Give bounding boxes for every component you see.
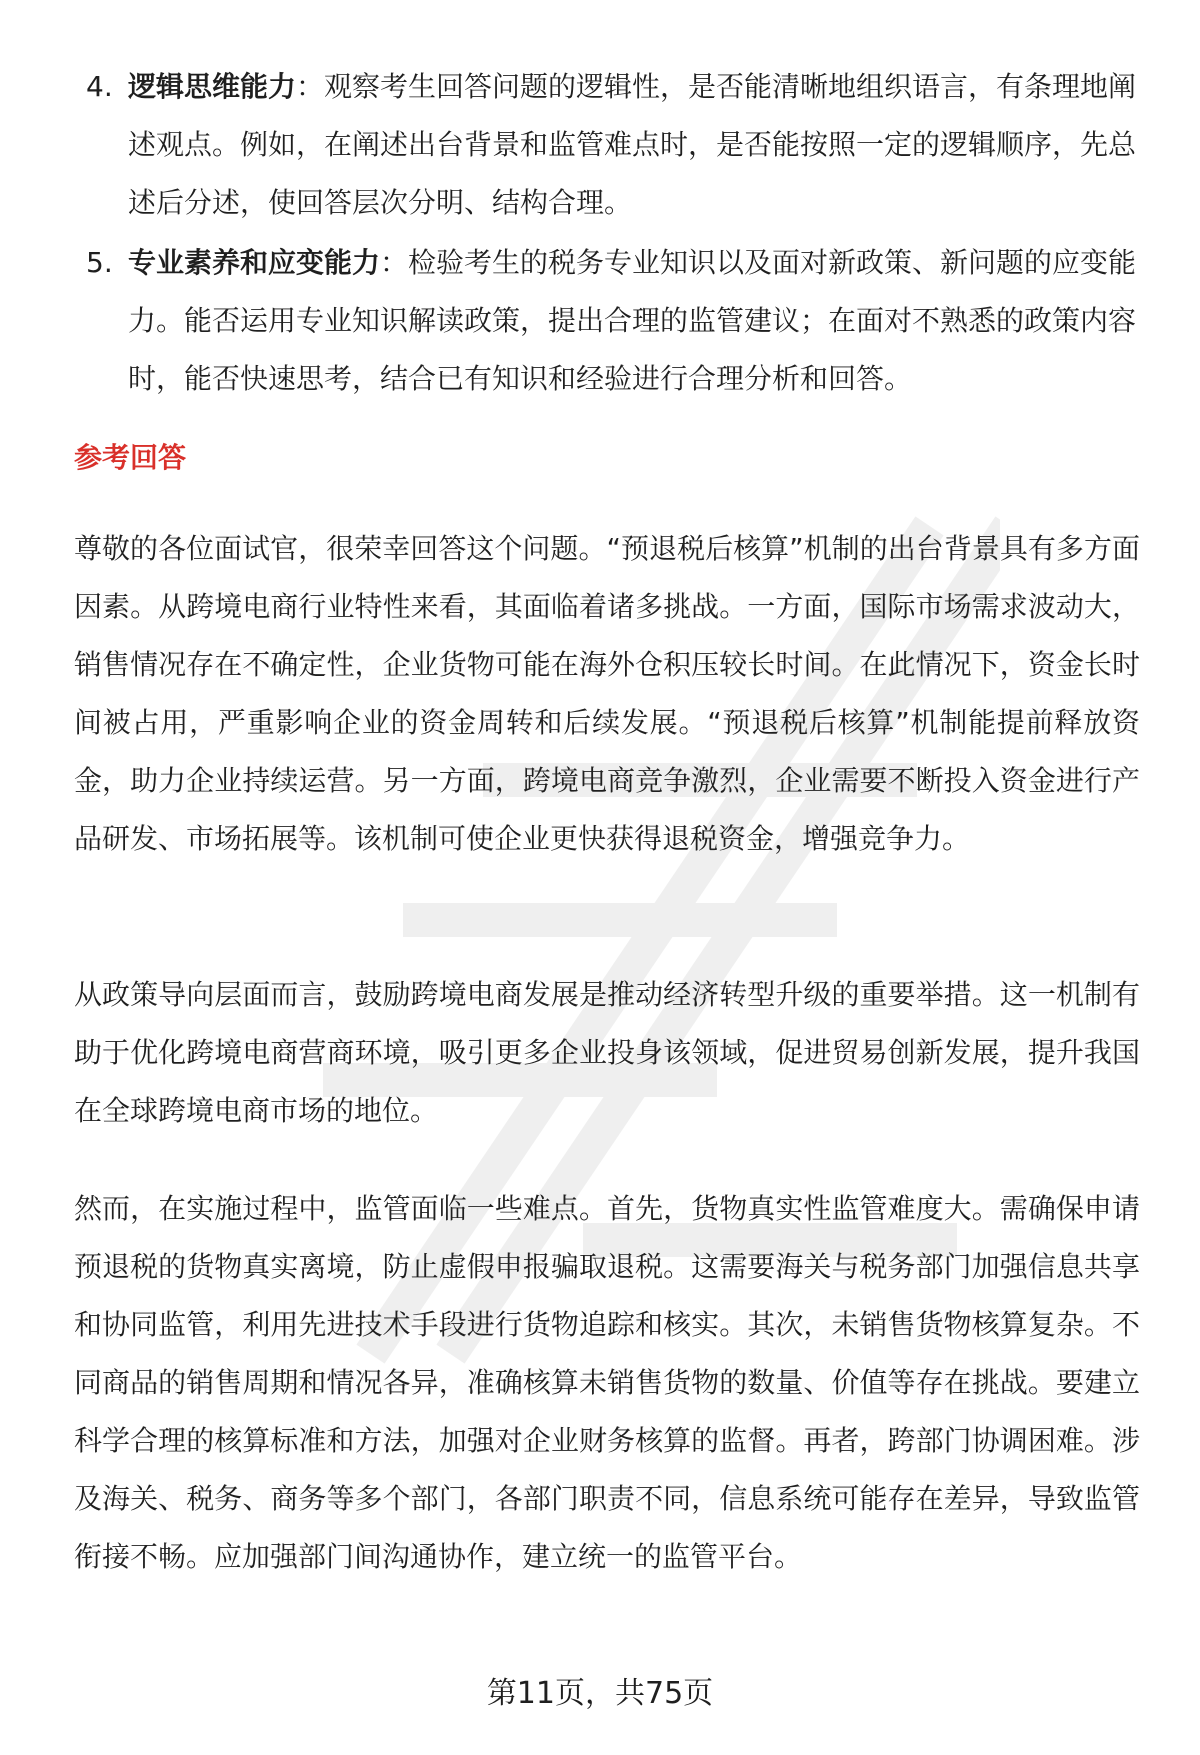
- list-item: [74, 58, 1140, 232]
- list-item-text: ：观察考生回答问题的逻辑性，是否能清晰地组织语言，有条理地阐述观点。例如，在阐述出台背景和监管难点时，是否能按照一定的逻辑顺序，先总述后分述，使回答层次分明、结构合理。: [128, 70, 1137, 219]
- list-number: 5.: [86, 246, 113, 279]
- criteria-list: [74, 58, 1140, 410]
- list-item-title: 逻辑思维能力: [128, 70, 297, 103]
- answer-paragraph: 然而，在实施过程中，监管面临一些难点。首先，货物真实性监管难度大。需确保申请预退税的货物真实离境，防止虚假申报骗取退税。这需要海关与税务部门加强信息共享和协同监管，利用先进技术手段进行货物追踪和核实。其次，未销售货物核算复杂。不同商品的销售周期和情况各异，准确核算未销售货物的数量、价值等存在挑战。要建立科学合理的核算标准和方法，加强对企业财务核算的监督。再者，跨部门协调困难。涉及海关、税务、商务等多个部门，各部门职责不同，信息系统可能存在差异，导致监管衔接不畅。应加强部门间沟通协作，建立统一的监管平台。: [74, 1192, 1140, 1573]
- list-item-title: 专业素养和应变能力: [128, 246, 381, 279]
- list-item-text: ：检验考生的税务专业知识以及面对新政策、新问题的应变能力。能否运用专业知识解读政策，提出合理的监管建议；在面对不熟悉的政策内容时，能否快速思考，结合已有知识和经验进行合理分析和回答。: [128, 246, 1137, 395]
- section-heading: 参考回答: [74, 441, 187, 474]
- list-number: 4.: [86, 70, 113, 103]
- answer-paragraph: 尊敬的各位面试官，很荣幸回答这个问题。“预退税后核算”机制的出台背景具有多方面因素。从跨境电商行业特性来看，其面临着诸多挑战。一方面，国际市场需求波动大，销售情况存在不确定性，企业货物可能在海外仓积压较长时间。在此情况下，资金长时间被占用，严重影响企业的资金周转和后续发展。“预退税后核算”机制能提前释放资金，助力企业持续运营。另一方面，跨境电商竞争激烈，企业需要不断投入资金进行产品研发、市场拓展等。该机制可使企业更快获得退税资金，增强竞争力。: [74, 532, 1140, 855]
- list-item: [74, 234, 1140, 408]
- answer-paragraph: 从政策导向层面而言，鼓励跨境电商发展是推动经济转型升级的重要举措。这一机制有助于优化跨境电商营商环境，吸引更多企业投身该领域，促进贸易创新发展，提升我国在全球跨境电商市场的地位。: [74, 978, 1140, 1127]
- page-number: 第11页，共75页: [486, 1676, 714, 1711]
